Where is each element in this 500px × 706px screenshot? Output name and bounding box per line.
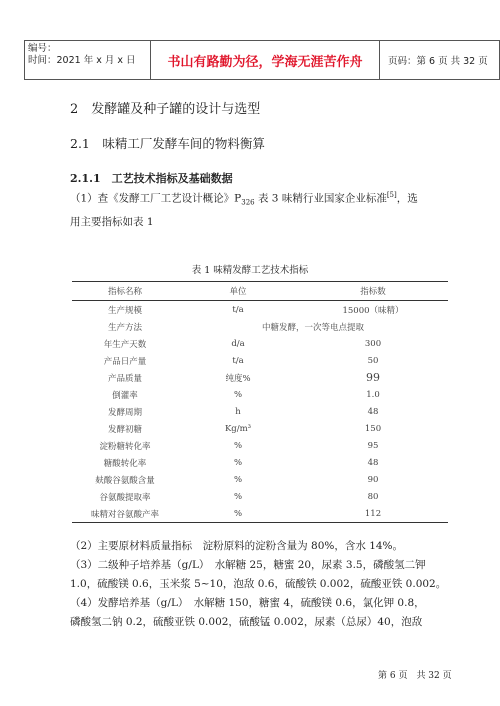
cell-name: 糖酸转化率 bbox=[103, 458, 147, 469]
table-header-row bbox=[72, 282, 448, 301]
intro-text-c: ，选 bbox=[396, 192, 418, 205]
cell-value: 80 bbox=[367, 491, 379, 502]
cell-unit: % bbox=[233, 491, 243, 502]
paragraph-3-line-2: 1.0，硫酸镁 0.6，玉米浆 5~10，泡敌 0.6，硫酸铁 0.002，硫酸亚铁 0.002。 bbox=[70, 578, 447, 590]
cell-value: 95 bbox=[367, 440, 379, 451]
cell-value: 112 bbox=[298, 505, 448, 523]
cell-name: 麸酸谷氨酸含量 bbox=[95, 475, 155, 486]
cell-name: 发酵周期 bbox=[107, 407, 142, 418]
cell-name: 倒灌率 bbox=[112, 390, 138, 401]
cell-unit: % bbox=[233, 440, 243, 451]
doc-number-label: 编号： bbox=[28, 43, 57, 54]
intro-citation: [5] bbox=[386, 191, 397, 199]
paragraph-4-line-1: （4）发酵培养基（g/L） 水解糖 150，糖蜜 4，硫酸镁 0.6，氯化钾 0.8， bbox=[70, 597, 425, 609]
cell-unit: % bbox=[233, 474, 243, 485]
materials-paragraph bbox=[70, 537, 450, 632]
header-motto: 书山有路勤为径，学海无涯苦作舟 bbox=[151, 41, 380, 79]
intro-line-1 bbox=[70, 186, 440, 213]
paragraph-3-line-1: （3）二级种子培养基（g/L） 水解糖 25，糖蜜 20，尿素 3.5，磷酸氢二钾 bbox=[70, 559, 426, 571]
cell-name: 生产方法 bbox=[107, 322, 142, 333]
table-row bbox=[72, 471, 448, 488]
cell-name: 发酵初糖 bbox=[107, 424, 142, 435]
cell-value: 99 bbox=[366, 371, 380, 384]
col-header-unit: 单位 bbox=[178, 282, 298, 301]
cell-unit: t/a bbox=[232, 304, 244, 315]
intro-text-b: 表 3 味精行业国家企业标准 bbox=[254, 192, 387, 205]
cell-unit: % bbox=[233, 457, 243, 468]
cell-unit: % bbox=[178, 505, 298, 523]
paragraph-4-line-2: 磷酸氢二钠 0.2，硫酸亚铁 0.002，硫酸锰 0.002，尿素（总尿）40，泡敌 bbox=[70, 616, 423, 628]
col-header-value: 指标数 bbox=[298, 282, 448, 301]
cell-value: 15000（味精） bbox=[342, 305, 404, 316]
section-heading: 2 发酵罐及种子罐的设计与选型 bbox=[70, 102, 261, 117]
table-row bbox=[72, 505, 448, 523]
intro-paragraph bbox=[70, 186, 440, 232]
intro-subscript: 326 bbox=[241, 198, 255, 207]
cell-value: 150 bbox=[364, 423, 382, 434]
time-label: 时间：2021 年 x 月 x 日 bbox=[28, 55, 136, 66]
cell-name: 谷氨酸提取率 bbox=[99, 492, 151, 503]
cell-unit: d/a bbox=[231, 338, 245, 349]
cell-unit: h bbox=[235, 406, 241, 417]
cell-unit: t/a bbox=[232, 355, 244, 366]
cell-unit: % bbox=[233, 389, 243, 400]
header-page-info: 页码：第 6 页 共 32 页 bbox=[388, 56, 488, 67]
cell-name: 年生产天数 bbox=[103, 339, 147, 350]
cell-value: 90 bbox=[367, 474, 379, 485]
table-row bbox=[72, 318, 448, 335]
table-row bbox=[72, 335, 448, 352]
subsubsection-heading: 2.1.1 工艺技术指标及基础数据 bbox=[70, 172, 233, 185]
cell-name: 产品日产量 bbox=[103, 356, 147, 367]
table-row bbox=[72, 386, 448, 403]
table-caption: 表 1 味精发酵工艺技术指标 bbox=[191, 265, 309, 276]
table-row bbox=[72, 403, 448, 420]
table-row bbox=[72, 420, 448, 437]
cell-name: 味精对谷氨酸产率 bbox=[72, 505, 178, 523]
cell-unit: Kg/m³ bbox=[224, 423, 252, 434]
paragraph-2-line: （2）主要原材料质量指标 淀粉原料的淀粉含量为 80%，含水 14%。 bbox=[70, 540, 404, 552]
table-row bbox=[72, 454, 448, 471]
cell-name: 产品质量 bbox=[107, 373, 142, 384]
subsection-heading: 2.1 味精工厂发酵车间的物料衡算 bbox=[70, 136, 265, 151]
intro-line-2: 用主要指标如表 1 bbox=[70, 215, 154, 228]
cell-value: 50 bbox=[367, 355, 379, 366]
table-row bbox=[72, 437, 448, 454]
cell-value: 48 bbox=[367, 406, 379, 417]
cell-value: 48 bbox=[367, 457, 379, 468]
cell-name: 生产规模 bbox=[107, 305, 142, 316]
col-header-name: 指标名称 bbox=[72, 282, 178, 301]
cell-value: 1.0 bbox=[366, 389, 380, 400]
table-row bbox=[72, 488, 448, 505]
cell-merged: 中糖发酵，一次等电点提取 bbox=[261, 322, 364, 333]
page-header bbox=[24, 40, 500, 80]
cell-value: 300 bbox=[364, 338, 382, 349]
cell-unit: 纯度% bbox=[225, 373, 251, 384]
table-row bbox=[72, 301, 448, 319]
page-footer: 第 6 页 共 32 页 bbox=[378, 671, 452, 681]
header-left-cell bbox=[25, 41, 151, 79]
table-row bbox=[72, 369, 448, 386]
spec-table bbox=[72, 281, 448, 523]
cell-name: 淀粉糖转化率 bbox=[99, 441, 151, 452]
table-row bbox=[72, 352, 448, 369]
intro-text-a: （1）查《发酵工厂工艺设计概论》P bbox=[70, 192, 242, 205]
